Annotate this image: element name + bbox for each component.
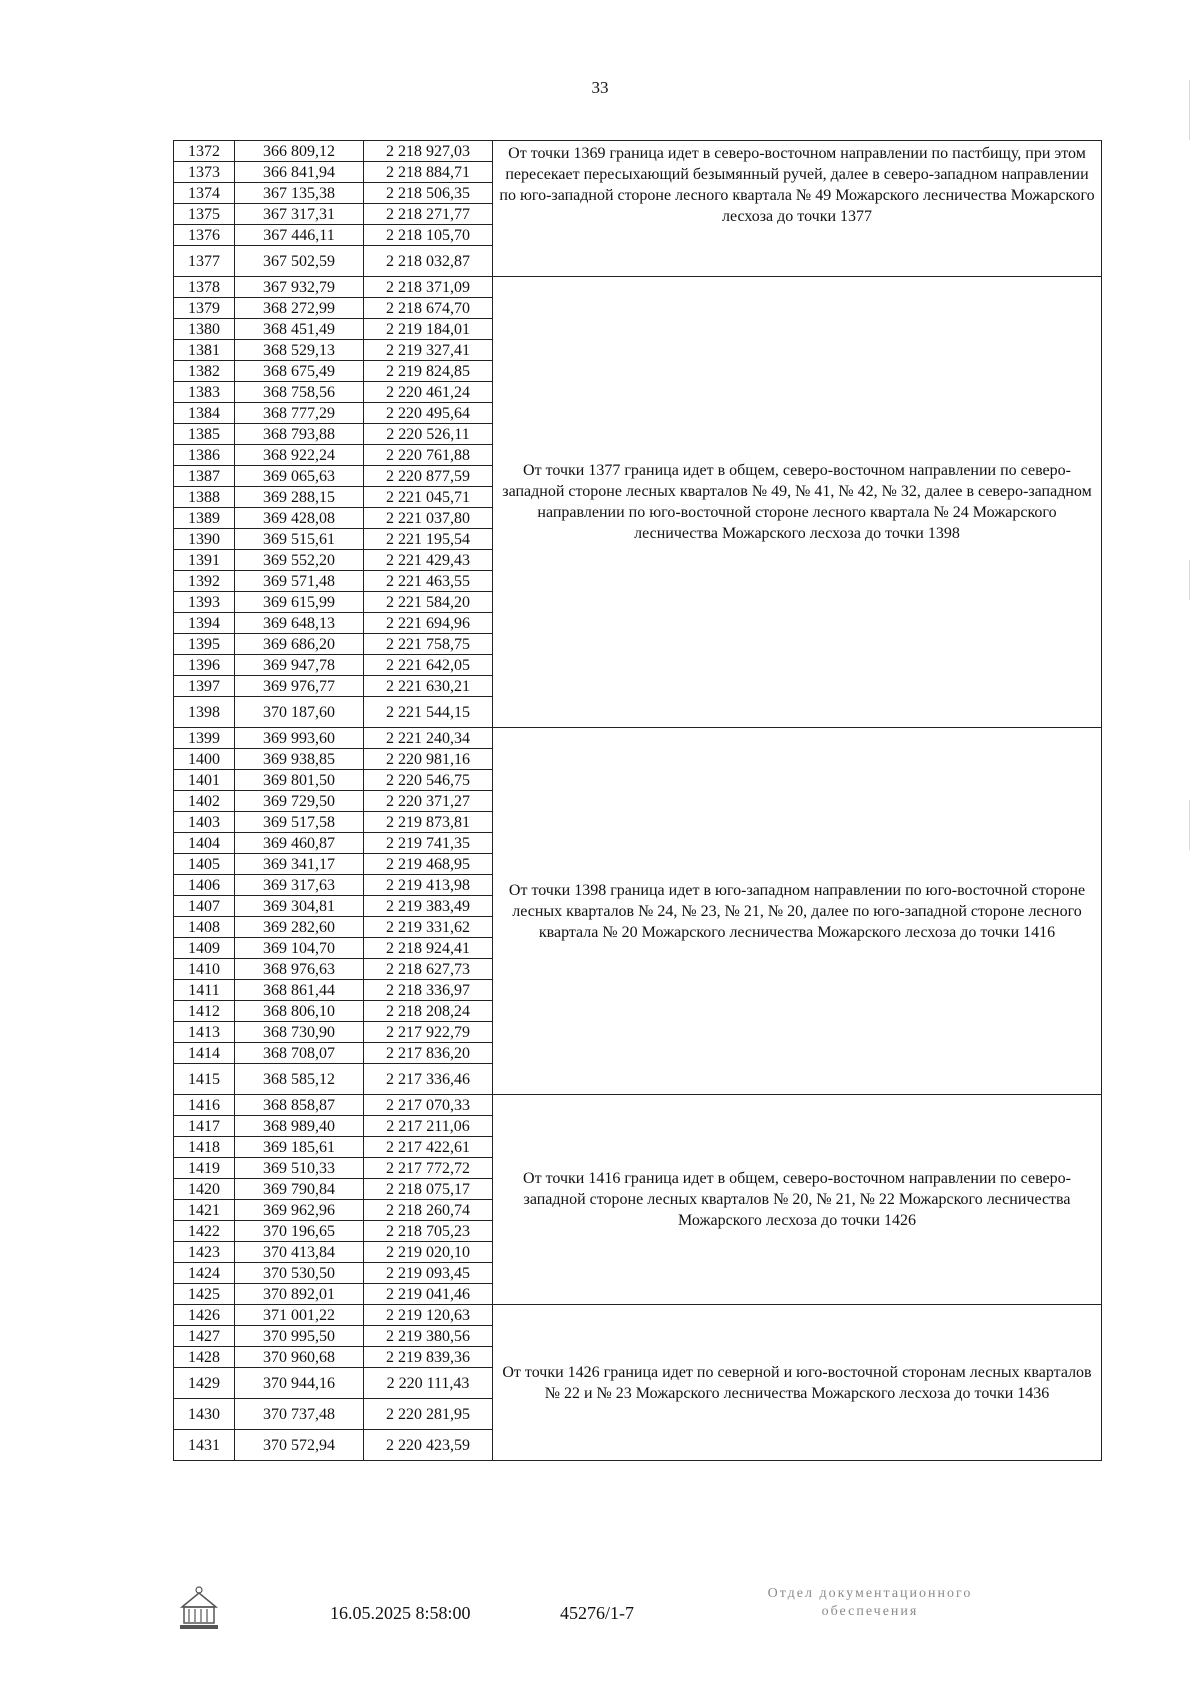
point-number-cell: 1417 bbox=[174, 1116, 235, 1137]
x-coordinate-cell: 367 135,38 bbox=[235, 183, 364, 204]
y-coordinate-cell: 2 219 873,81 bbox=[364, 812, 493, 833]
y-coordinate-cell: 2 217 836,20 bbox=[364, 1043, 493, 1064]
y-coordinate-cell: 2 220 423,59 bbox=[364, 1430, 493, 1461]
x-coordinate-cell: 369 962,96 bbox=[235, 1200, 364, 1221]
x-coordinate-cell: 368 922,24 bbox=[235, 445, 364, 466]
x-coordinate-cell: 369 341,17 bbox=[235, 854, 364, 875]
y-coordinate-cell: 2 220 281,95 bbox=[364, 1399, 493, 1430]
point-number-cell: 1403 bbox=[174, 812, 235, 833]
y-coordinate-cell: 2 219 020,10 bbox=[364, 1242, 493, 1263]
point-number-cell: 1409 bbox=[174, 938, 235, 959]
point-number-cell: 1397 bbox=[174, 676, 235, 697]
y-coordinate-cell: 2 219 839,36 bbox=[364, 1347, 493, 1368]
y-coordinate-cell: 2 219 184,01 bbox=[364, 319, 493, 340]
point-number-cell: 1380 bbox=[174, 319, 235, 340]
boundary-description-cell: От точки 1377 граница идет в общем, северо-восточном направлении по северо-западной стороне лесных кварталов № 49, № 41, № 42, № 32, далее в северо-западном направлении по юго-восточной стороне лесного квартала № 24 Можарского лесничества Можарского лесхоза до точки 1398 bbox=[493, 277, 1102, 728]
y-coordinate-cell: 2 220 371,27 bbox=[364, 791, 493, 812]
y-coordinate-cell: 2 221 045,71 bbox=[364, 487, 493, 508]
y-coordinate-cell: 2 221 642,05 bbox=[364, 655, 493, 676]
x-coordinate-cell: 370 196,65 bbox=[235, 1221, 364, 1242]
x-coordinate-cell: 367 446,11 bbox=[235, 225, 364, 246]
point-number-cell: 1392 bbox=[174, 571, 235, 592]
point-number-cell: 1379 bbox=[174, 298, 235, 319]
x-coordinate-cell: 369 790,84 bbox=[235, 1179, 364, 1200]
y-coordinate-cell: 2 220 981,16 bbox=[364, 749, 493, 770]
x-coordinate-cell: 369 282,60 bbox=[235, 917, 364, 938]
x-coordinate-cell: 369 304,81 bbox=[235, 896, 364, 917]
point-number-cell: 1373 bbox=[174, 162, 235, 183]
x-coordinate-cell: 369 510,33 bbox=[235, 1158, 364, 1179]
point-number-cell: 1419 bbox=[174, 1158, 235, 1179]
stamp-line-1: Отдел документационного bbox=[767, 1586, 973, 1601]
page-number: 33 bbox=[591, 78, 609, 97]
point-number-cell: 1410 bbox=[174, 959, 235, 980]
x-coordinate-cell: 369 428,08 bbox=[235, 508, 364, 529]
scan-edge-mark bbox=[1189, 800, 1190, 850]
y-coordinate-cell: 2 218 032,87 bbox=[364, 246, 493, 277]
x-coordinate-cell: 368 730,90 bbox=[235, 1022, 364, 1043]
x-coordinate-cell: 366 809,12 bbox=[235, 141, 364, 162]
x-coordinate-cell: 370 960,68 bbox=[235, 1347, 364, 1368]
point-number-cell: 1375 bbox=[174, 204, 235, 225]
x-coordinate-cell: 368 793,88 bbox=[235, 424, 364, 445]
point-number-cell: 1376 bbox=[174, 225, 235, 246]
x-coordinate-cell: 369 460,87 bbox=[235, 833, 364, 854]
y-coordinate-cell: 2 220 111,43 bbox=[364, 1368, 493, 1399]
point-number-cell: 1385 bbox=[174, 424, 235, 445]
x-coordinate-cell: 367 317,31 bbox=[235, 204, 364, 225]
point-number-cell: 1406 bbox=[174, 875, 235, 896]
point-number-cell: 1384 bbox=[174, 403, 235, 424]
y-coordinate-cell: 2 221 584,20 bbox=[364, 592, 493, 613]
point-number-cell: 1402 bbox=[174, 791, 235, 812]
y-coordinate-cell: 2 218 924,41 bbox=[364, 938, 493, 959]
y-coordinate-cell: 2 220 461,24 bbox=[364, 382, 493, 403]
y-coordinate-cell: 2 218 927,03 bbox=[364, 141, 493, 162]
x-coordinate-cell: 368 989,40 bbox=[235, 1116, 364, 1137]
y-coordinate-cell: 2 219 041,46 bbox=[364, 1284, 493, 1305]
y-coordinate-cell: 2 218 105,70 bbox=[364, 225, 493, 246]
point-number-cell: 1425 bbox=[174, 1284, 235, 1305]
x-coordinate-cell: 369 185,61 bbox=[235, 1137, 364, 1158]
x-coordinate-cell: 368 708,07 bbox=[235, 1043, 364, 1064]
x-coordinate-cell: 369 686,20 bbox=[235, 634, 364, 655]
y-coordinate-cell: 2 218 674,70 bbox=[364, 298, 493, 319]
scan-edge-mark bbox=[1189, 560, 1190, 600]
point-number-cell: 1408 bbox=[174, 917, 235, 938]
table-row bbox=[174, 277, 1102, 298]
y-coordinate-cell: 2 218 705,23 bbox=[364, 1221, 493, 1242]
y-coordinate-cell: 2 219 331,62 bbox=[364, 917, 493, 938]
x-coordinate-cell: 369 993,60 bbox=[235, 728, 364, 749]
y-coordinate-cell: 2 218 075,17 bbox=[364, 1179, 493, 1200]
point-number-cell: 1391 bbox=[174, 550, 235, 571]
x-coordinate-cell: 369 552,20 bbox=[235, 550, 364, 571]
x-coordinate-cell: 370 530,50 bbox=[235, 1263, 364, 1284]
x-coordinate-cell: 370 892,01 bbox=[235, 1284, 364, 1305]
x-coordinate-cell: 368 758,56 bbox=[235, 382, 364, 403]
point-number-cell: 1416 bbox=[174, 1095, 235, 1116]
point-number-cell: 1374 bbox=[174, 183, 235, 204]
point-number-cell: 1429 bbox=[174, 1368, 235, 1399]
point-number-cell: 1399 bbox=[174, 728, 235, 749]
x-coordinate-cell: 370 944,16 bbox=[235, 1368, 364, 1399]
point-number-cell: 1407 bbox=[174, 896, 235, 917]
y-coordinate-cell: 2 221 758,75 bbox=[364, 634, 493, 655]
x-coordinate-cell: 369 947,78 bbox=[235, 655, 364, 676]
table-row bbox=[174, 141, 1102, 162]
point-number-cell: 1386 bbox=[174, 445, 235, 466]
point-number-cell: 1415 bbox=[174, 1064, 235, 1095]
y-coordinate-cell: 2 217 070,33 bbox=[364, 1095, 493, 1116]
point-number-cell: 1394 bbox=[174, 613, 235, 634]
y-coordinate-cell: 2 219 380,56 bbox=[364, 1326, 493, 1347]
table-row bbox=[174, 1305, 1102, 1326]
x-coordinate-cell: 368 451,49 bbox=[235, 319, 364, 340]
x-coordinate-cell: 368 806,10 bbox=[235, 1001, 364, 1022]
point-number-cell: 1381 bbox=[174, 340, 235, 361]
y-coordinate-cell: 2 217 336,46 bbox=[364, 1064, 493, 1095]
x-coordinate-cell: 371 001,22 bbox=[235, 1305, 364, 1326]
point-number-cell: 1377 bbox=[174, 246, 235, 277]
y-coordinate-cell: 2 221 463,55 bbox=[364, 571, 493, 592]
y-coordinate-cell: 2 217 772,72 bbox=[364, 1158, 493, 1179]
x-coordinate-cell: 369 615,99 bbox=[235, 592, 364, 613]
coordinates-table bbox=[173, 140, 1102, 1461]
x-coordinate-cell: 369 729,50 bbox=[235, 791, 364, 812]
department-stamp bbox=[730, 1585, 1010, 1621]
boundary-description-cell: От точки 1398 граница идет в юго-западном направлении по юго-восточной стороне лесных кварталов № 24, № 23, № 21, № 20, далее по юго-западной стороне лесного квартала № 20 Можарского лесничества Можарского лесхоза до точки 1416 bbox=[493, 728, 1102, 1095]
x-coordinate-cell: 368 858,87 bbox=[235, 1095, 364, 1116]
y-coordinate-cell: 2 218 506,35 bbox=[364, 183, 493, 204]
x-coordinate-cell: 367 502,59 bbox=[235, 246, 364, 277]
x-coordinate-cell: 369 288,15 bbox=[235, 487, 364, 508]
y-coordinate-cell: 2 220 526,11 bbox=[364, 424, 493, 445]
x-coordinate-cell: 369 065,63 bbox=[235, 466, 364, 487]
x-coordinate-cell: 369 104,70 bbox=[235, 938, 364, 959]
x-coordinate-cell: 369 801,50 bbox=[235, 770, 364, 791]
y-coordinate-cell: 2 218 884,71 bbox=[364, 162, 493, 183]
x-coordinate-cell: 369 976,77 bbox=[235, 676, 364, 697]
x-coordinate-cell: 367 932,79 bbox=[235, 277, 364, 298]
y-coordinate-cell: 2 220 495,64 bbox=[364, 403, 493, 424]
point-number-cell: 1400 bbox=[174, 749, 235, 770]
y-coordinate-cell: 2 219 824,85 bbox=[364, 361, 493, 382]
point-number-cell: 1388 bbox=[174, 487, 235, 508]
y-coordinate-cell: 2 218 371,09 bbox=[364, 277, 493, 298]
point-number-cell: 1423 bbox=[174, 1242, 235, 1263]
boundary-description-cell: От точки 1416 граница идет в общем, северо-восточном направлении по северо-западной стороне лесных кварталов № 20, № 21, № 22 Можарского лесничества Можарского лесхоза до точки 1426 bbox=[493, 1095, 1102, 1305]
footer-document-number: 45276/1-7 bbox=[560, 1603, 634, 1623]
y-coordinate-cell: 2 217 922,79 bbox=[364, 1022, 493, 1043]
point-number-cell: 1398 bbox=[174, 697, 235, 728]
point-number-cell: 1378 bbox=[174, 277, 235, 298]
y-coordinate-cell: 2 219 741,35 bbox=[364, 833, 493, 854]
point-number-cell: 1405 bbox=[174, 854, 235, 875]
y-coordinate-cell: 2 218 336,97 bbox=[364, 980, 493, 1001]
scan-edge-mark bbox=[1189, 80, 1190, 140]
point-number-cell: 1372 bbox=[174, 141, 235, 162]
x-coordinate-cell: 369 517,58 bbox=[235, 812, 364, 833]
y-coordinate-cell: 2 219 327,41 bbox=[364, 340, 493, 361]
point-number-cell: 1431 bbox=[174, 1430, 235, 1461]
point-number-cell: 1427 bbox=[174, 1326, 235, 1347]
y-coordinate-cell: 2 219 468,95 bbox=[364, 854, 493, 875]
y-coordinate-cell: 2 221 544,15 bbox=[364, 697, 493, 728]
y-coordinate-cell: 2 217 422,61 bbox=[364, 1137, 493, 1158]
y-coordinate-cell: 2 217 211,06 bbox=[364, 1116, 493, 1137]
y-coordinate-cell: 2 221 195,54 bbox=[364, 529, 493, 550]
boundary-description-cell: От точки 1369 граница идет в северо-восточном направлении по пастбищу, при этом пересекает пересыхающий безымянный ручей, далее в северо-западном направлении по юго-западной стороне лесного квартала № 49 Можарского лесничества Можарского лесхоза до точки 1377 bbox=[493, 141, 1102, 277]
y-coordinate-cell: 2 220 877,59 bbox=[364, 466, 493, 487]
point-number-cell: 1389 bbox=[174, 508, 235, 529]
y-coordinate-cell: 2 221 429,43 bbox=[364, 550, 493, 571]
x-coordinate-cell: 369 648,13 bbox=[235, 613, 364, 634]
y-coordinate-cell: 2 219 120,63 bbox=[364, 1305, 493, 1326]
x-coordinate-cell: 370 995,50 bbox=[235, 1326, 364, 1347]
point-number-cell: 1412 bbox=[174, 1001, 235, 1022]
point-number-cell: 1424 bbox=[174, 1263, 235, 1284]
x-coordinate-cell: 368 976,63 bbox=[235, 959, 364, 980]
x-coordinate-cell: 369 938,85 bbox=[235, 749, 364, 770]
x-coordinate-cell: 370 413,84 bbox=[235, 1242, 364, 1263]
point-number-cell: 1395 bbox=[174, 634, 235, 655]
point-number-cell: 1430 bbox=[174, 1399, 235, 1430]
table-row bbox=[174, 728, 1102, 749]
stamp-line-2: обеспечения bbox=[821, 1604, 919, 1619]
y-coordinate-cell: 2 220 761,88 bbox=[364, 445, 493, 466]
point-number-cell: 1404 bbox=[174, 833, 235, 854]
point-number-cell: 1401 bbox=[174, 770, 235, 791]
point-number-cell: 1411 bbox=[174, 980, 235, 1001]
y-coordinate-cell: 2 221 037,80 bbox=[364, 508, 493, 529]
y-coordinate-cell: 2 221 630,21 bbox=[364, 676, 493, 697]
x-coordinate-cell: 366 841,94 bbox=[235, 162, 364, 183]
x-coordinate-cell: 370 572,94 bbox=[235, 1430, 364, 1461]
x-coordinate-cell: 369 317,63 bbox=[235, 875, 364, 896]
point-number-cell: 1418 bbox=[174, 1137, 235, 1158]
x-coordinate-cell: 369 515,61 bbox=[235, 529, 364, 550]
x-coordinate-cell: 368 777,29 bbox=[235, 403, 364, 424]
page-footer bbox=[0, 1585, 1200, 1645]
y-coordinate-cell: 2 219 093,45 bbox=[364, 1263, 493, 1284]
point-number-cell: 1383 bbox=[174, 382, 235, 403]
point-number-cell: 1420 bbox=[174, 1179, 235, 1200]
y-coordinate-cell: 2 218 271,77 bbox=[364, 204, 493, 225]
point-number-cell: 1422 bbox=[174, 1221, 235, 1242]
y-coordinate-cell: 2 218 627,73 bbox=[364, 959, 493, 980]
point-number-cell: 1426 bbox=[174, 1305, 235, 1326]
emblem-icon bbox=[176, 1585, 222, 1633]
x-coordinate-cell: 368 272,99 bbox=[235, 298, 364, 319]
y-coordinate-cell: 2 221 240,34 bbox=[364, 728, 493, 749]
point-number-cell: 1387 bbox=[174, 466, 235, 487]
boundary-description-cell: От точки 1426 граница идет по северной и юго-восточной сторонам лесных кварталов № 22 и № 23 Можарского лесничества Можарского лесхоза до точки 1436 bbox=[493, 1305, 1102, 1461]
x-coordinate-cell: 370 187,60 bbox=[235, 697, 364, 728]
footer-timestamp: 16.05.2025 8:58:00 bbox=[330, 1603, 471, 1623]
x-coordinate-cell: 369 571,48 bbox=[235, 571, 364, 592]
point-number-cell: 1393 bbox=[174, 592, 235, 613]
x-coordinate-cell: 368 529,13 bbox=[235, 340, 364, 361]
y-coordinate-cell: 2 218 260,74 bbox=[364, 1200, 493, 1221]
y-coordinate-cell: 2 219 413,98 bbox=[364, 875, 493, 896]
x-coordinate-cell: 370 737,48 bbox=[235, 1399, 364, 1430]
point-number-cell: 1421 bbox=[174, 1200, 235, 1221]
point-number-cell: 1414 bbox=[174, 1043, 235, 1064]
point-number-cell: 1396 bbox=[174, 655, 235, 676]
x-coordinate-cell: 368 585,12 bbox=[235, 1064, 364, 1095]
y-coordinate-cell: 2 220 546,75 bbox=[364, 770, 493, 791]
table-row bbox=[174, 1095, 1102, 1116]
x-coordinate-cell: 368 675,49 bbox=[235, 361, 364, 382]
y-coordinate-cell: 2 221 694,96 bbox=[364, 613, 493, 634]
point-number-cell: 1382 bbox=[174, 361, 235, 382]
x-coordinate-cell: 368 861,44 bbox=[235, 980, 364, 1001]
y-coordinate-cell: 2 219 383,49 bbox=[364, 896, 493, 917]
y-coordinate-cell: 2 218 208,24 bbox=[364, 1001, 493, 1022]
point-number-cell: 1390 bbox=[174, 529, 235, 550]
point-number-cell: 1413 bbox=[174, 1022, 235, 1043]
point-number-cell: 1428 bbox=[174, 1347, 235, 1368]
